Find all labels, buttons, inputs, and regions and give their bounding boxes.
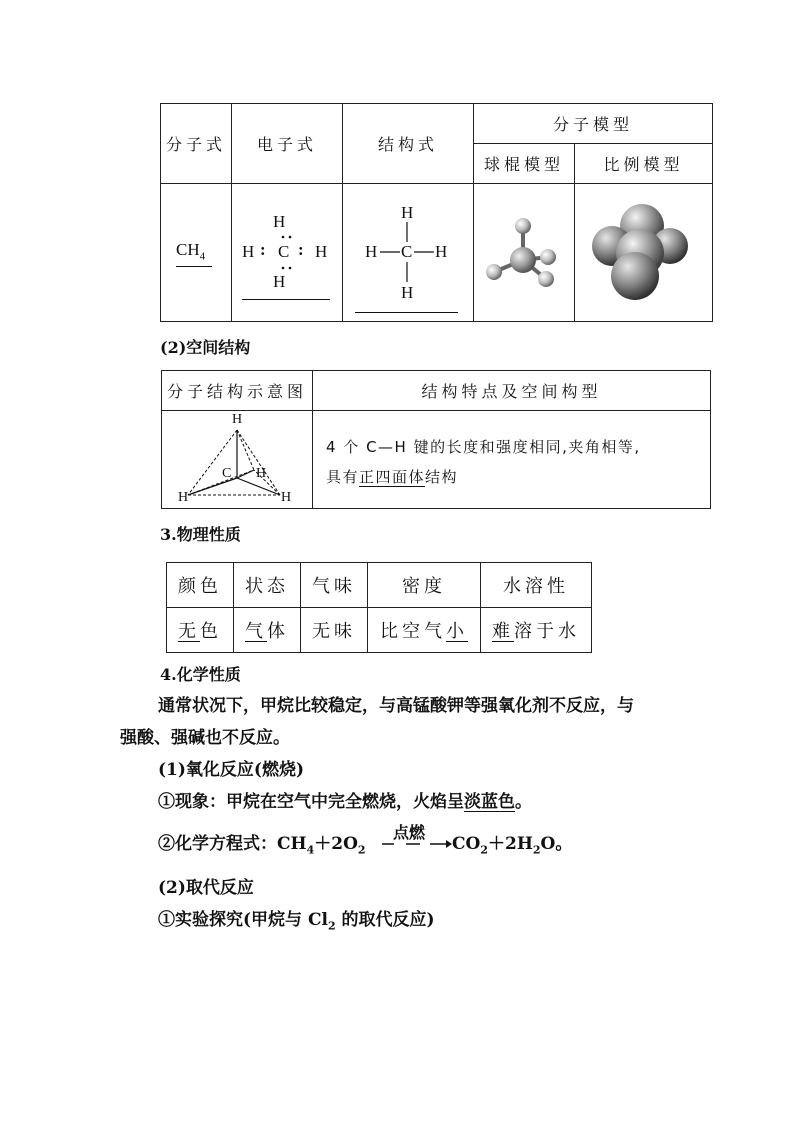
electron-colon-right: : <box>298 240 304 259</box>
reaction-condition: 点燃 <box>393 823 426 842</box>
formula-underline <box>176 266 212 267</box>
value-smell: 无味 <box>301 608 368 653</box>
electron-h-left: H <box>242 242 255 261</box>
equation-products: $CO_2+2H_2O$。 <box>452 834 573 857</box>
space-fill-model-icon <box>590 198 700 308</box>
header-space-fill: 比例模型 <box>575 144 713 184</box>
tetra-h-top: H <box>232 412 243 427</box>
struct-h-top: H <box>401 203 414 222</box>
tetrahedral-answer: 正四面体 <box>359 468 426 486</box>
tetra-h-right: H <box>281 490 292 505</box>
physical-properties-table <box>166 562 592 653</box>
electron-underline <box>242 299 330 300</box>
ball-stick-model-icon <box>478 210 568 300</box>
header-ball-stick: 球棍模型 <box>474 144 575 184</box>
tetra-c: C <box>222 466 232 481</box>
phenomenon-line: ①现象：甲烷在空气中完全燃烧，火焰呈淡蓝色。 <box>158 792 532 812</box>
structure-desc-line2: 具有正四面体结构 <box>326 468 459 486</box>
header-color: 颜色 <box>167 563 234 608</box>
flame-color-answer: 淡蓝色 <box>464 792 515 812</box>
struct-h-right: H <box>435 242 448 261</box>
value-state: 气体 <box>234 608 301 653</box>
header-smell: 气味 <box>301 563 368 608</box>
tetra-h-left: H <box>178 490 189 505</box>
paragraph-line2: 强酸、强碱也不反应。 <box>120 728 290 748</box>
struct-bonds <box>360 200 460 310</box>
electron-dots <box>278 234 298 274</box>
value-density: 比空气小 <box>368 608 481 653</box>
experiment-line: ①实验探究(甲烷与 $Cl_2$ 的取代反应) <box>158 910 435 933</box>
header-density: 密度 <box>368 563 481 608</box>
section-2-title: (2)空间结构 <box>160 338 251 357</box>
section-4-title: 4.化学性质 <box>160 665 241 684</box>
electron-h-bottom: H <box>273 272 286 291</box>
header-solubility: 水溶性 <box>481 563 592 608</box>
equation-line: ②化学方程式：$CH_4+2O_2$ <box>158 834 366 857</box>
header-state: 状态 <box>234 563 301 608</box>
header-electron: 电子式 <box>232 104 343 184</box>
struct-underline <box>355 312 458 313</box>
structure-desc-line1: 4 个 C—H 键的长度和强度相同,夹角相等, <box>326 438 641 456</box>
tetra-h-back: H <box>256 466 267 481</box>
value-solubility: 难溶于水 <box>481 608 592 653</box>
electron-colon-left: : <box>260 240 266 259</box>
header-formula: 分子式 <box>161 104 232 184</box>
electron-c: C <box>278 242 290 261</box>
struct-c: C <box>401 242 413 261</box>
value-color: 无色 <box>167 608 234 653</box>
struct-h-bottom: H <box>401 283 414 302</box>
paragraph-line1: 通常状况下，甲烷比较稳定，与高锰酸钾等强氧化剂不反应，与 <box>158 696 634 716</box>
struct-h-left: H <box>365 242 378 261</box>
header-structural: 结构式 <box>343 104 474 184</box>
header-model: 分子模型 <box>474 104 713 144</box>
header-structure-feature: 结构特点及空间构型 <box>313 371 711 411</box>
subsection-substitution: (2)取代反应 <box>158 878 254 898</box>
subsection-oxidation: (1)氧化反应(燃烧) <box>158 760 305 780</box>
reaction-arrow-icon <box>380 838 452 850</box>
electron-h-right: H <box>315 242 328 261</box>
formula-ch4: $CH_4$ <box>176 240 206 263</box>
electron-h-top: H <box>273 212 286 231</box>
cell-description <box>313 411 711 509</box>
header-structure-diagram: 分子结构示意图 <box>162 371 313 411</box>
section-3-title: 3.物理性质 <box>160 525 241 544</box>
